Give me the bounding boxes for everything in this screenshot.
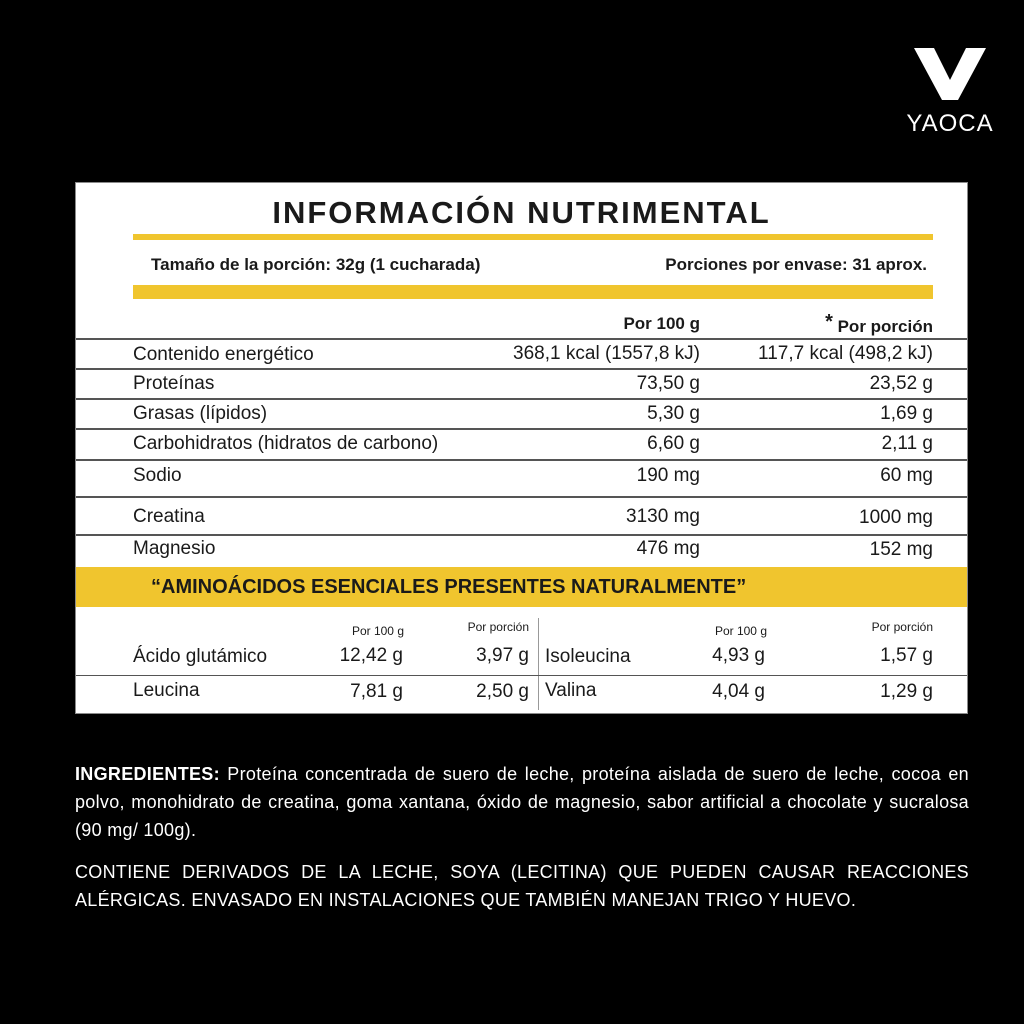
divider (76, 338, 967, 340)
ingredients-text: Proteína concentrada de suero de leche, proteína aislada de suero de leche, cocoa en polvo, monohidrato de creatina, goma xantana, óxido de magnesio, sabor artificial a chocolate y sucralosa (90 mg/ 100g). (75, 764, 969, 840)
amino-per100: 7,81 g (350, 681, 403, 702)
yaoca-y-icon (900, 44, 1000, 110)
col-perserving-header: * Por porción (825, 311, 933, 336)
nutrient-perserving: 1000 mg (859, 507, 933, 528)
nutrient-per100: 73,50 g (636, 373, 700, 394)
nutrient-perserving: 23,52 g (869, 373, 933, 394)
amino-title: “AMINOÁCIDOS ESENCIALES PRESENTES NATURALMENTE” (151, 576, 747, 598)
nutrient-name: Proteínas (133, 373, 215, 394)
brand-logo (900, 44, 1000, 140)
nutrient-per100: 190 mg (636, 465, 700, 486)
yellow-divider (133, 234, 933, 240)
nutrient-per100: 5,30 g (647, 403, 700, 424)
divider (76, 368, 967, 370)
nutrient-per100: 476 mg (636, 538, 700, 559)
amino-col-perserving: Por porción (871, 620, 933, 634)
nutrient-name: Contenido energético (133, 344, 314, 365)
divider (76, 534, 967, 536)
nutrient-name: Magnesio (133, 538, 216, 559)
nutrient-perserving: 117,7 kcal (498,2 kJ) (758, 343, 933, 364)
column-divider (538, 618, 539, 710)
divider (76, 675, 967, 676)
amino-name: Ácido glutámico (133, 646, 268, 667)
amino-per100: 4,04 g (712, 681, 765, 702)
nutrient-perserving: 152 mg (869, 539, 933, 560)
divider (76, 398, 967, 400)
brand-name: YAOCA (906, 110, 994, 137)
col-per100-header: Por 100 g (623, 314, 700, 333)
ingredients-label: INGREDIENTES: (75, 764, 220, 784)
amino-per100: 4,93 g (712, 645, 765, 666)
nutrient-perserving: 2,11 g (881, 433, 933, 454)
nutrient-perserving: 1,69 g (880, 403, 933, 424)
servings-per-container: Porciones por envase: 31 aprox. (665, 255, 927, 274)
nutrient-per100: 3130 mg (626, 506, 700, 527)
divider (76, 496, 967, 498)
amino-col-per100: Por 100 g (351, 624, 404, 638)
amino-name: Valina (545, 680, 597, 701)
allergens-text: CONTIENE DERIVADOS DE LA LECHE, SOYA (LECITINA) QUE PUEDEN CAUSAR REACCIONES ALÉRGICAS. ENVASADO EN INSTALACIONES QUE TAMBIÉN MANEJAN TRIGO Y HUEVO. (75, 862, 969, 910)
nutrient-per100: 6,60 g (647, 433, 700, 454)
ingredients (75, 760, 969, 844)
amino-per100: 12,42 g (339, 645, 403, 666)
amino-perserving: 3,97 g (476, 645, 529, 666)
nutrient-perserving: 60 mg (880, 465, 933, 486)
nutrient-per100: 368,1 kcal (1557,8 kJ) (513, 343, 700, 364)
nutrient-name: Carbohidratos (hidratos de carbono) (133, 433, 439, 454)
amino-perserving: 1,29 g (880, 681, 933, 702)
amino-name: Leucina (133, 680, 200, 701)
divider (76, 428, 967, 430)
divider (76, 459, 967, 461)
amino-col-perserving: Por porción (467, 620, 529, 634)
serving-size: Tamaño de la porción: 32g (1 cucharada) (151, 255, 481, 274)
yellow-band (133, 285, 933, 299)
amino-perserving: 1,57 g (880, 645, 933, 666)
nutrient-name: Sodio (133, 465, 182, 486)
nutrition-panel (75, 182, 968, 714)
amino-perserving: 2,50 g (476, 681, 529, 702)
amino-col-per100: Por 100 g (714, 624, 767, 638)
nutrient-name: Creatina (133, 506, 205, 527)
nutrient-name: Grasas (lípidos) (133, 403, 268, 424)
panel-title: INFORMACIÓN NUTRIMENTAL (272, 195, 771, 230)
amino-name: Isoleucina (545, 646, 631, 667)
